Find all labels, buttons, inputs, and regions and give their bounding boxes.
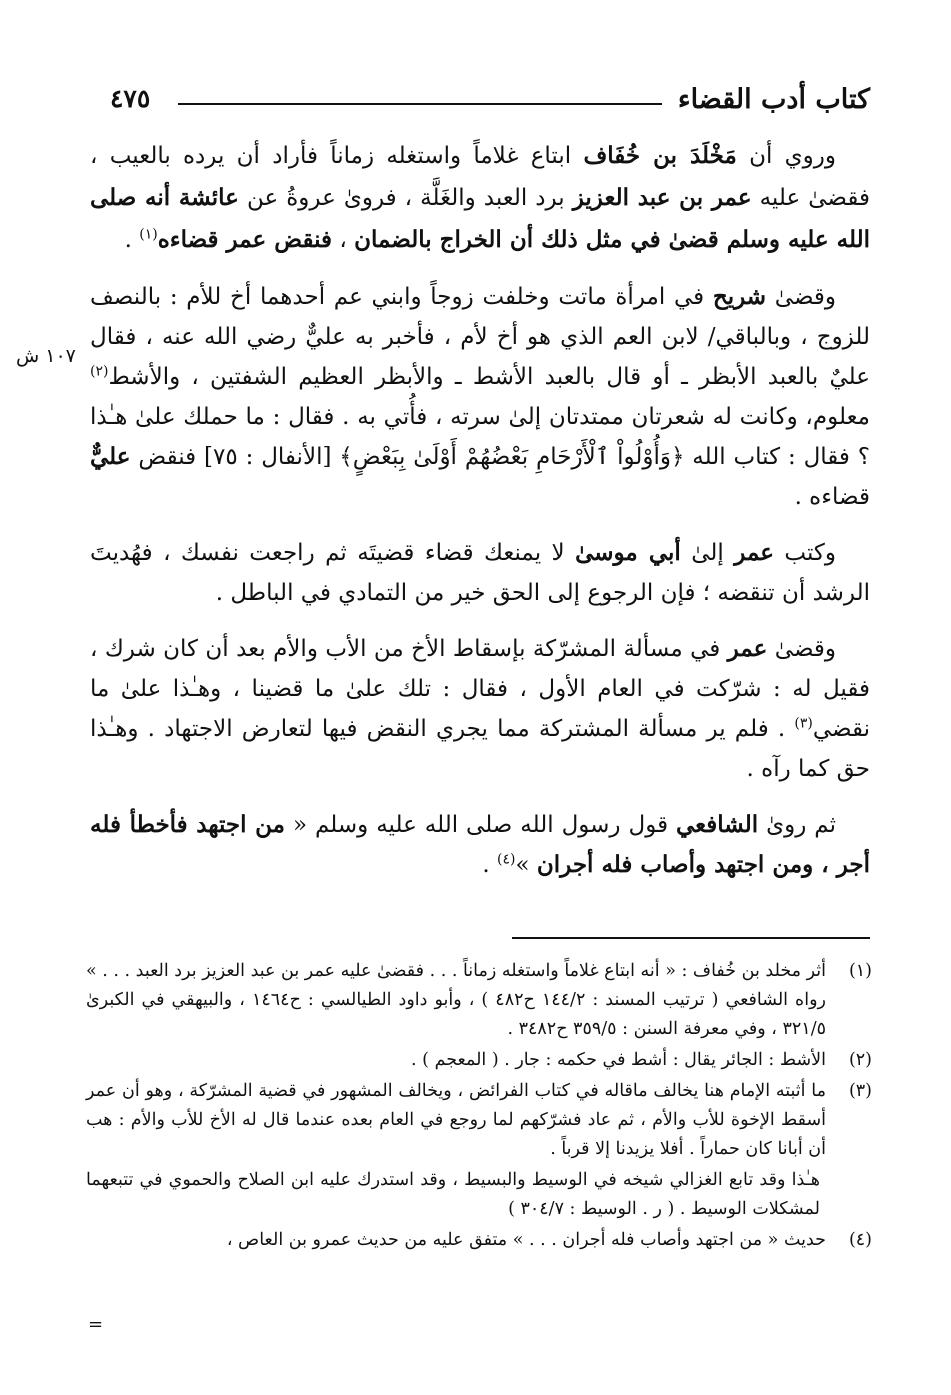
body-text-run: وروي أن xyxy=(736,143,836,169)
body-text-run: وكتب xyxy=(773,540,836,566)
body-text-run: » xyxy=(515,852,537,878)
bold-text: فنقض عمر قضاءه xyxy=(157,226,333,253)
paragraph xyxy=(90,135,870,261)
footnote-number: (٤) xyxy=(848,1230,872,1250)
body-text-run: في مسألة المشرّكة بإسقاط الأخ من الأب والأم بعد أن كان شرك ، فقيل له : شرّكت في العام الأول ، فقال : تلك علىٰ ما قضينا ، وهـٰذا علىٰ ما نقضي xyxy=(90,636,870,742)
footnote-text: هـٰذا وقد تابع الغزالي شيخه في الوسيط والبسيط ، وقد استدرك عليه ابن الصلاح والحموي في تتبعهما لمشكلات الوسيط . ( ر . الوسيط : ٣٠٤/٧ ) xyxy=(86,1170,820,1219)
bold-text: عليٌّ xyxy=(90,443,131,470)
footnote-number: (٢) xyxy=(848,1050,872,1070)
footnote xyxy=(86,957,872,1044)
footnote-reference: (٣) xyxy=(794,715,813,732)
footnote-text: أثر مخلد بن خُفاف : « أنه ابتاع غلاماً واستغله زماناً . . . فقضىٰ عليه عمر بن عبد العزيز برد العبد . . . » رواه الشافعي ( ترتيب المسند : ١٤٤/٢ ح٤٨٢ ) ، وأبو داود الطيالسي : ح١٤٦٤ ، والبيهقي في الكبرىٰ ٣٢١/٥ ، وفي معرفة السنن : ٣٥٩/٥ ح٣٤٨٢ . xyxy=(86,961,826,1039)
bold-text: مَخْلَدَ بن خُفَاف xyxy=(583,142,737,169)
body-text-run: . xyxy=(124,227,140,253)
footnote-reference: (١) xyxy=(139,226,158,243)
main-text xyxy=(90,135,870,901)
body-text-run: ثم روىٰ xyxy=(758,812,837,838)
paragraph xyxy=(90,277,870,517)
bold-text: من اجتهد فأخطأ فله أجر ، ومن اجتهد وأصاب فله أجران xyxy=(90,811,870,878)
body-text-run: في امرأة ماتت وخلفت زوجاً وابني عم أحدهما أخ للأم : بالنصف للزوج ، وبالباقي/ لابن العم الذي هو أخ لأم ، فأخبر به عليٌّ رضي الله عنه ، فقال عليٌ بالعبد الأبظر ـ أو قال بالعبد الأشط ـ والأبظر العظيم الشفتين ، والأشط xyxy=(90,284,870,390)
paragraph xyxy=(90,629,870,789)
footnotes xyxy=(86,957,872,1257)
bold-text: عمر xyxy=(734,539,774,566)
body-text-run: برد العبد والغَلَّة ، فروىٰ عروةُ عن xyxy=(238,185,573,211)
footnote-continuation xyxy=(86,1166,872,1224)
body-text-run: وقضىٰ xyxy=(767,636,836,662)
body-text-run: معلوم، وكانت له شعرتان ممتدتان إلىٰ سرته ، فأُتي به . فقال : ما حملك علىٰ هـٰذا ؟ فقال : كتاب الله ﴿وَأُوْلُواْ ٱلْأَرْحَامِ بَعْضُهُمْ أَوْلَىٰ بِبَعْضٍ﴾ [الأنفال : ٧٥] فنقض xyxy=(90,404,870,470)
bold-text: أبي موسىٰ xyxy=(575,539,681,566)
footnote-number: (١) xyxy=(848,961,872,981)
footnote xyxy=(86,1077,872,1164)
bold-text: الشافعي xyxy=(676,811,759,838)
page-number: ٤٧٥ xyxy=(110,84,151,113)
footnote-text: حديث « من اجتهد وأصاب فله أجران . . . » متفق عليه من حديث عمرو بن العاص ، xyxy=(226,1230,826,1250)
manuscript-folio-note: ١٠٧ ش xyxy=(16,345,76,367)
footnote-text: ما أثبته الإمام هنا يخالف ماقاله في كتاب الفرائض ، ويخالف المشهور في قضية المشرّكة ، وهو أن عمر أسقط الإخوة للأب والأم ، ثم عاد فشرّكهم لما روجع في العام بعده عندما قال له الأخ للأب والأم : هب أن أبانا كان حماراً . أفلا يزيدنا إلا قرباً . xyxy=(86,1081,826,1159)
bold-text: شريح xyxy=(712,283,767,310)
footnote-number: (٣) xyxy=(848,1081,872,1101)
bold-text: عمر بن عبد العزيز xyxy=(572,184,752,211)
footnote xyxy=(86,1226,872,1255)
body-text-run: وقضىٰ xyxy=(766,284,837,310)
footnote-reference: (٤) xyxy=(497,851,516,868)
paragraph xyxy=(90,805,870,885)
body-text-run: . فلم ير مسألة المشتركة مما يجري النقض فيها لتعارض الاجتهاد . وهـٰذا حق كما رآه . xyxy=(90,716,870,782)
continuation-mark: = xyxy=(88,1314,104,1335)
body-text-run: قول رسول الله صلى الله عليه وسلم « xyxy=(285,812,677,838)
page-header xyxy=(110,84,870,120)
bold-text: عائشة أنه صلى الله عليه وسلم قضىٰ في مثل ذلك أن الخراج بالضمان xyxy=(90,184,870,253)
footnote-separator xyxy=(512,937,870,939)
footnote-text: الأشط : الجائر يقال : أشط في حكمه : جار . ( المعجم ) . xyxy=(411,1050,826,1070)
body-text-run: إلىٰ xyxy=(680,540,735,566)
body-text-run: ، xyxy=(332,227,355,253)
book-title: كتاب أدب القضاء xyxy=(677,84,870,115)
bold-text: عمر xyxy=(727,635,768,662)
footnote-reference: (٢) xyxy=(90,363,109,380)
paragraph xyxy=(90,533,870,613)
body-text-run: . xyxy=(482,852,497,878)
body-text-run: ابتاع غلاماً واستغله زماناً فأراد أن يرده بالعيب ، فقضىٰ عليه xyxy=(90,143,870,211)
body-text-run: لا يمنعك قضاء قضيتَه ثم راجعت نفسك ، فهُديتَ الرشد أن تنقضه ؛ فإن الرجوع إلى الحق خير من التمادي في الباطل . xyxy=(90,540,870,606)
header-rule xyxy=(178,103,662,105)
footnote xyxy=(86,1046,872,1075)
body-text-run: قضاءه . xyxy=(794,484,870,510)
